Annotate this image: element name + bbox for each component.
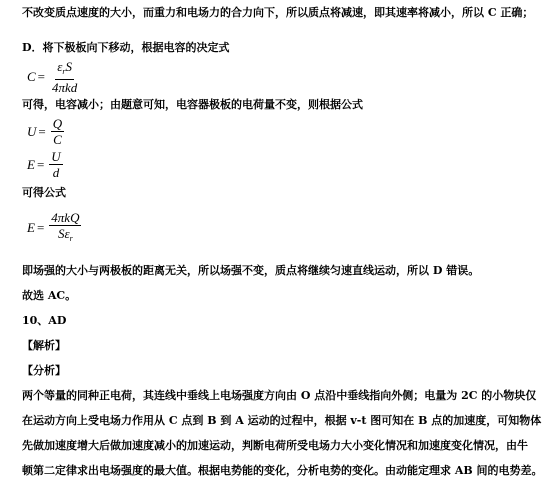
analysis-line-3: 先做加速度增大后做加速度减小的加速运动，判断电荷所受电场力大小变化情况和加速度变化情况，由牛 bbox=[22, 439, 528, 452]
text-line-5: 即场强的大小与两极板的距离无关，所以场强不变，质点将继续匀速直线运动，所以 D 错误。 bbox=[22, 264, 480, 277]
section-jiexi: 【解析】 bbox=[22, 339, 66, 352]
equals-sign: = bbox=[36, 156, 45, 172]
subscript: r bbox=[62, 67, 66, 76]
equals-sign: = bbox=[37, 69, 46, 84]
numerator: U bbox=[51, 149, 61, 164]
fraction bbox=[50, 60, 79, 94]
answer-choice: 故选 AC。 bbox=[22, 289, 77, 302]
field-equation bbox=[27, 150, 63, 179]
eq-lhs: U bbox=[27, 123, 37, 139]
analysis-line-1: 两个等量的同种正电荷，其连线中垂线上电场强度方向由 O 点沿中垂线指向外侧；电量为 2C 的小物块仅 bbox=[22, 389, 537, 402]
epsilon: ε bbox=[57, 59, 63, 74]
question-number: 10、AD bbox=[22, 314, 67, 327]
fraction bbox=[49, 150, 62, 179]
den-main: Sε bbox=[58, 226, 70, 241]
text-line-4: 可得公式 bbox=[22, 186, 66, 199]
denominator: C bbox=[53, 132, 62, 147]
denominator bbox=[56, 226, 75, 245]
fraction bbox=[49, 211, 81, 245]
equals-sign: = bbox=[36, 220, 45, 235]
equals-sign: = bbox=[38, 123, 46, 139]
analysis-line-2: 在运动方向上受电场力作用从 C 点到 B 到 A 运动的过程中，根据 v-t 图可知在 B 点的加速度，可知物体 bbox=[22, 414, 542, 427]
numerator: 4πkQ bbox=[51, 210, 80, 225]
denominator: d bbox=[52, 165, 60, 180]
denominator: 4πkd bbox=[52, 80, 78, 95]
voltage-equation bbox=[27, 117, 64, 146]
field-equation-final bbox=[27, 211, 81, 245]
text-line-1: 不改变质点速度的大小，而重力和电场力的合力向下，所以质点将减速，即其速率将减小，所以 C 正确； bbox=[22, 6, 534, 19]
text-line-3: 可得，电容减小；由题意可知，电容器极板的电荷量不变，则根据公式 bbox=[22, 98, 363, 111]
capacitance-equation bbox=[27, 60, 79, 94]
eq-lhs: E bbox=[27, 156, 35, 172]
subscript: r bbox=[69, 234, 73, 243]
numerator bbox=[55, 60, 74, 80]
fraction bbox=[51, 117, 64, 146]
numerator: Q bbox=[52, 116, 63, 131]
eq-lhs: E bbox=[27, 220, 35, 235]
area-symbol: S bbox=[65, 59, 73, 74]
text-line-2: D．将下极板向下移动，根据电容的决定式 bbox=[22, 41, 230, 54]
eq-lhs: C bbox=[27, 69, 36, 84]
analysis-line-4: 顿第二定律求出电场强度的最大值。根据电势能的变化，分析电势的变化。由动能定理求 AB 间的电势差。 bbox=[22, 464, 543, 477]
section-fenxi: 【分析】 bbox=[22, 364, 66, 377]
